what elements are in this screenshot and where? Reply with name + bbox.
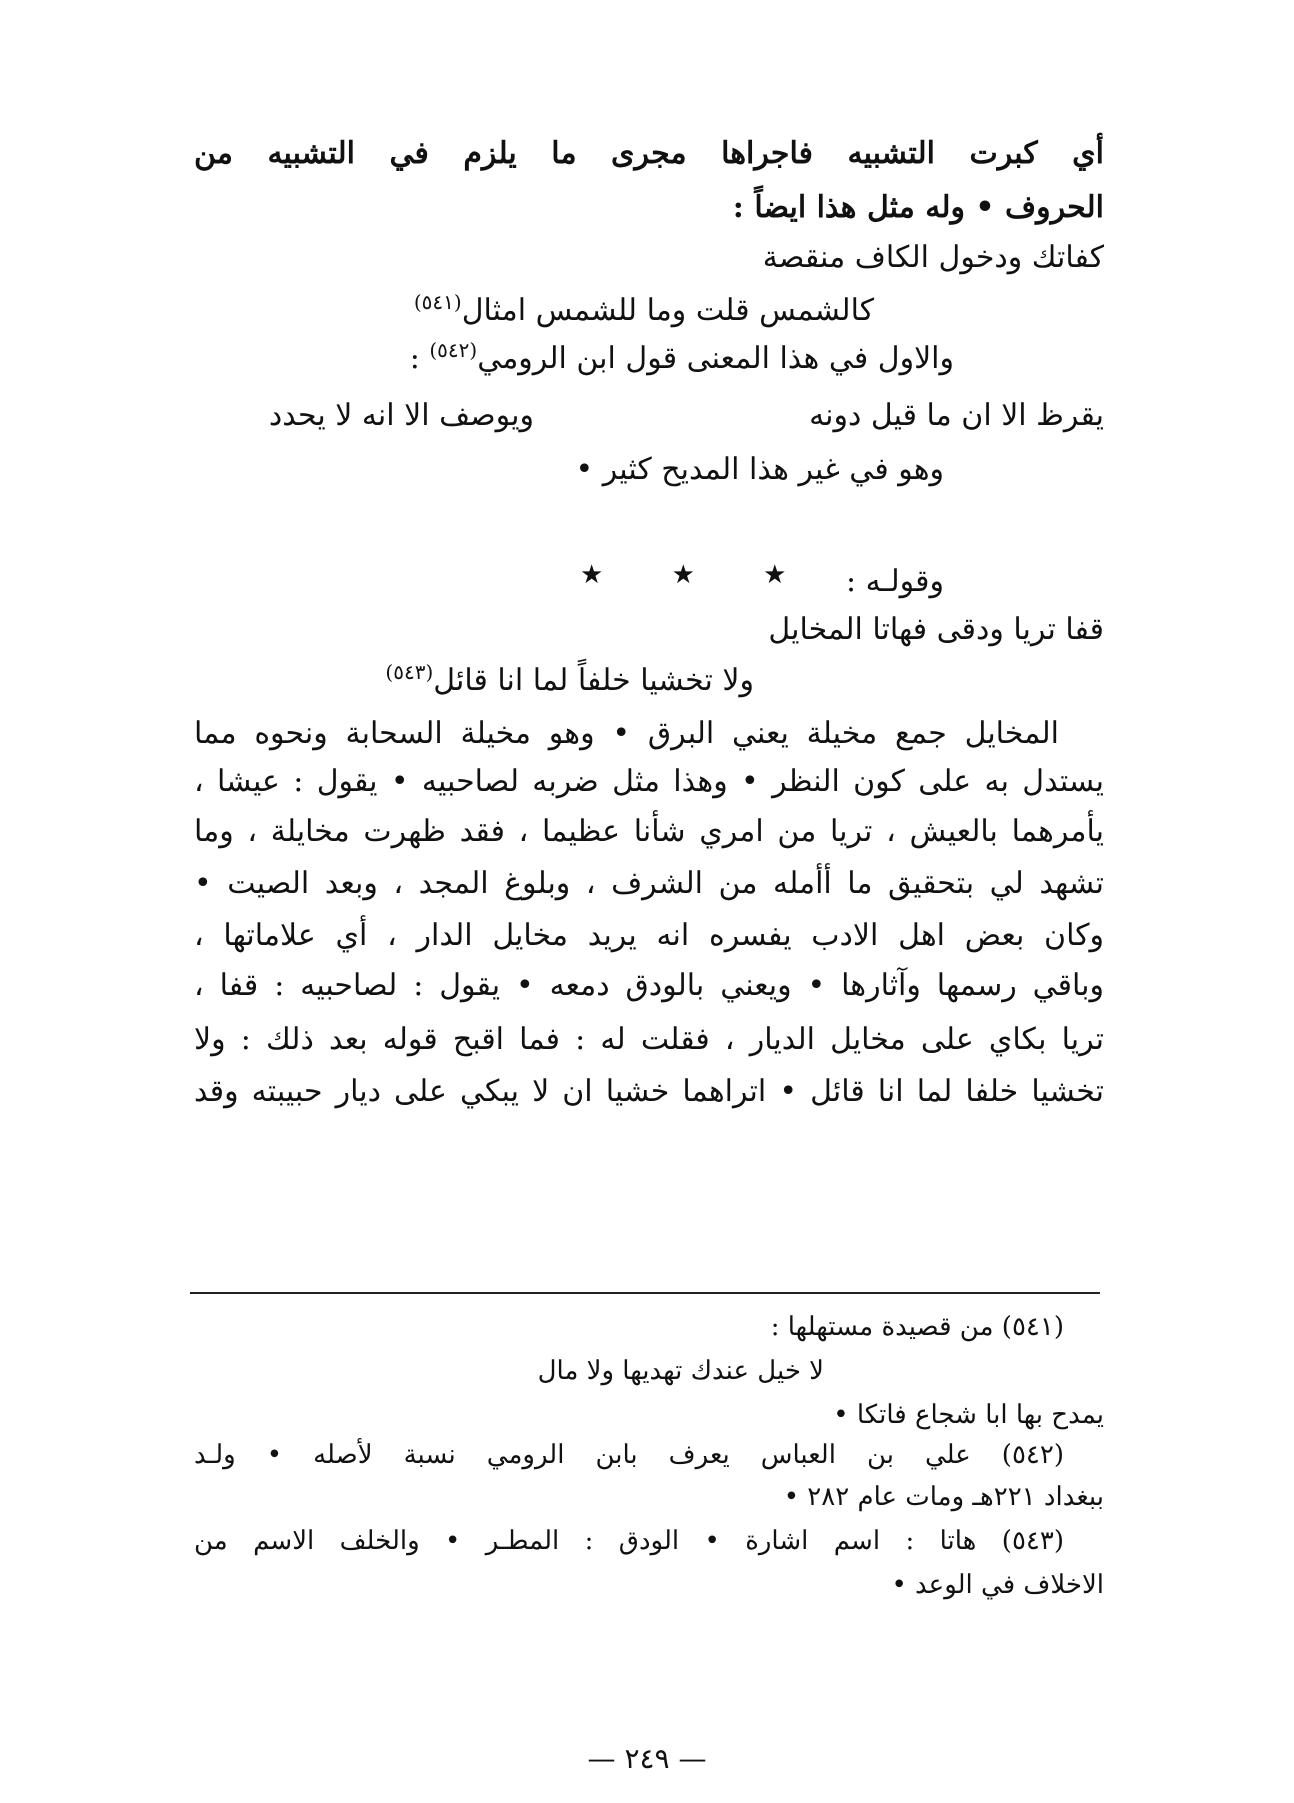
body-line-3-colon: : xyxy=(409,341,420,376)
paragraph-line-4: تشهد لي بتحقيق ما أأمله من الشرف ، وبلوغ المجد ، وبعد الصيت • xyxy=(194,866,1104,901)
footnote-543-line-1: (٥٤٣) هاتا : اسم اشارة • الودق : المطـر • والخلف الاسم من xyxy=(194,1526,1064,1556)
footnote-ref-543: (٥٤٣) xyxy=(385,660,434,684)
paragraph-line-7: تريا بكاي على مخايل الديار ، فقلت له : فما اقبح قوله بعد ذلك : ولا xyxy=(194,1022,1104,1057)
verse-1-first-hemistich: كفاتك ودخول الكاف منقصة xyxy=(762,240,1104,275)
body-line-3-text: والاول في هذا المعنى قول ابن الرومي xyxy=(477,341,954,376)
paragraph-line-8: تخشيا خلفا لما انا قائل • اتراهما خشيا ان لا يبكي على ديار حبيبته وقد xyxy=(194,1074,1104,1109)
page-number: — ٢٤٩ — xyxy=(587,1742,707,1775)
verse-2-second-hemistich: ويوصف الا انه لا يحدد xyxy=(268,398,534,433)
body-line-3 xyxy=(410,338,954,376)
body-line-2: الحروف • وله مثل هذا ايضاً : xyxy=(732,190,1104,225)
body-line-4: وهو في غير هذا المديح كثير • xyxy=(575,452,944,487)
body-line-5: وقولـه : xyxy=(846,564,944,599)
footnote-541-verse: لا خيل عندك تهديها ولا مال xyxy=(537,1356,824,1386)
paragraph-line-5: وكان بعض اهل الادب يفسره انه يريد مخايل الدار ، أي علاماتها ، xyxy=(194,918,1104,953)
verse-2-first-hemistich: يقرظ الا ان ما قيل دونه xyxy=(809,398,1104,433)
verse-3-second-text: ولا تخشيا خلفاً لما انا قائل xyxy=(433,663,754,698)
footnote-541-line-2: يمدح بها ابا شجاع فاتكا • xyxy=(833,1400,1104,1430)
footnote-separator xyxy=(190,1292,1100,1294)
body-line-1: أي كبرت التشبيه فاجراها مجرى ما يلزم في التشبيه من xyxy=(194,136,1104,171)
paragraph-line-1: المخايل جمع مخيلة يعني البرق • وهو مخيلة السحابة ونحوه مما xyxy=(194,716,1059,751)
verse-1-second-hemistich xyxy=(414,290,874,328)
verse-1-second-text: كالشمس قلت وما للشمس امثال xyxy=(461,293,874,328)
verse-3-first-hemistich: قفا تريا ودقى فهاتا المخايل xyxy=(768,612,1104,647)
footnote-542-line-2: ببغداد ٢٢١هـ ومات عام ٢٨٢ • xyxy=(783,1482,1104,1512)
footnote-ref-542: (٥٤٢) xyxy=(429,338,478,362)
section-divider-stars: ★ ★ ★ xyxy=(580,560,817,590)
footnote-542-line-1: (٥٤٢) علي بن العباس يعرف بابن الرومي نسبة لأصله • ولـد xyxy=(194,1440,1064,1470)
paragraph-line-3: يأمرهما بالعيش ، تريا من امري شأنا عظيما ، فقد ظهرت مخايلة ، وما xyxy=(194,814,1104,849)
footnote-ref-541: (٥٤١) xyxy=(413,290,462,314)
paragraph-line-2: يستدل به على كون النظر • وهذا مثل ضربه لصاحبيه • يقول : عيشا ، xyxy=(194,764,1104,799)
footnote-541-line-1: (٥٤١) من قصيدة مستهلها : xyxy=(770,1312,1064,1342)
paragraph-line-6: وباقي رسمها وآثارها • ويعني بالودق دمعه • يقول : لصاحبيه : قفا ، xyxy=(194,968,1104,1003)
footnote-543-line-2: الاخلاف في الوعد • xyxy=(891,1570,1104,1600)
verse-3-second-hemistich xyxy=(385,660,754,698)
